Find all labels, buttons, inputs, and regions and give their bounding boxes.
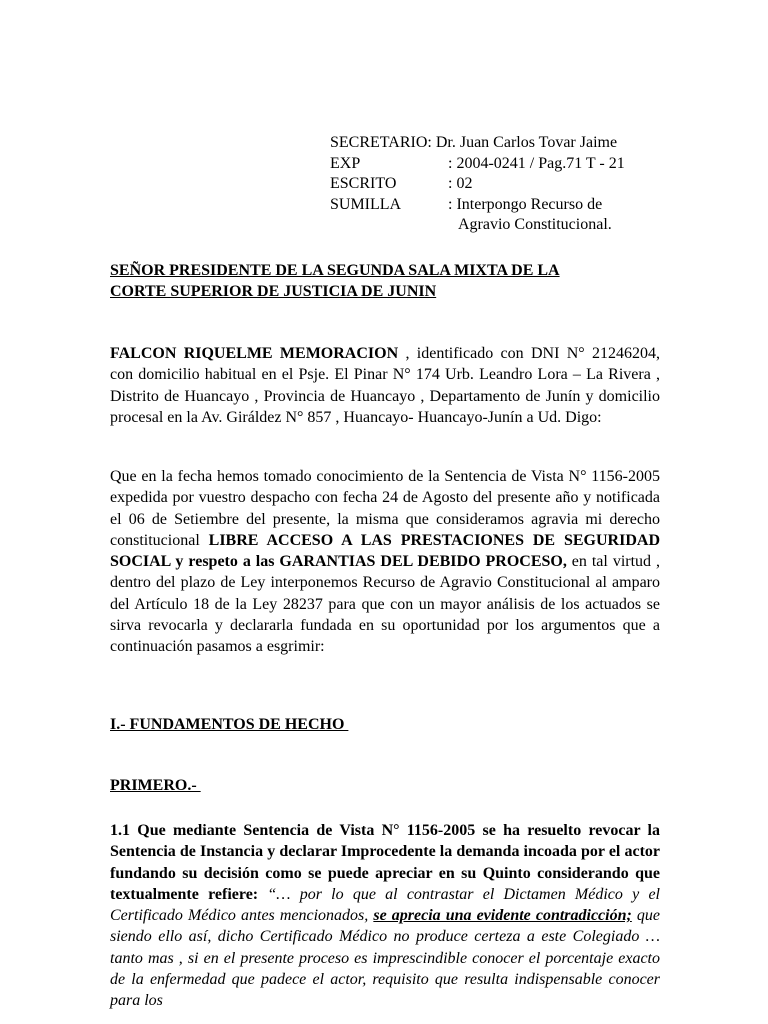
sumilla-label: SUMILLA <box>330 195 402 213</box>
quote-italic-2: que siendo ello así, dicho Certificado Médico no produce certeza a este Colegiado … tanto mas , si en el presente proceso es imprescindible conocer el porcentaje exacto de la enfermedad que padece el actor, requisito que resulta indispensable conocer para los <box>110 907 661 1010</box>
exp-value: : 2004-0241 / Pag.71 T - 21 <box>448 154 625 172</box>
primero-text-1: 1.1 Que mediante Sentencia de Vista N° 1156-2005 se ha resuelto revocar la Sentencia de Instancia y declarar Improcedente la demanda incoada por el actor fundando su decisión como se puede apreciar en su Quinto considerando que textualmente refiere: <box>110 822 660 903</box>
secretario-row <box>330 133 625 154</box>
sumilla-value-2: Agravio Constitucional. <box>458 216 612 233</box>
secretario-label: SECRETARIO: <box>330 134 432 151</box>
sumilla-value-1: : Interpongo Recurso de <box>448 195 603 213</box>
escrito-value: : 02 <box>448 175 473 192</box>
petition-text-1: Que en la fecha hemos tomado conocimiento de la Sentencia de Vista N° 1156-2005 expedida por vuestro despacho con fecha 24 de Agosto del presente año y notificada el 06 de Setiembre del presente, la misma que consideramos agravia mi derecho constitucional <box>110 468 660 549</box>
document-title <box>110 260 660 303</box>
escrito-row <box>330 174 625 195</box>
section-heading-primero: PRIMERO.- <box>110 777 201 794</box>
sumilla-row-2 <box>330 215 625 236</box>
secretario-value: Dr. Juan Carlos Tovar Jaime <box>435 134 618 151</box>
quote-emphasis: se aprecia una evidente contradicción; <box>373 907 632 925</box>
section-heading-fundamentos: I.- FUNDAMENTOS DE HECHO <box>110 716 349 733</box>
primero-paragraph <box>110 820 660 1012</box>
intro-text: , identificado con DNI N° 21246204, con domicilio habitual en el Psje. El Pinar N° 174 Urb. Leandro Lora – La Rivera , Distrito de Huancayo , Provincia de Huancayo , Departamento de Junín y domicilio procesal en la Av. Giráldez N° 857 , Huancayo- Huancayo-Junín a Ud. Digo: <box>110 345 661 426</box>
petition-text-2: en tal virtud , dentro del plazo de Ley interponemos Recurso de Agravio Constitucional al amparo del Artículo 18 de la Ley 28237 para que con un mayor análisis de los actuados se sirva revocarla y declararla fundada en su oportunidad por los argumentos que a continuación pasamos a esgrimir: <box>110 553 660 656</box>
exp-label: EXP <box>330 154 361 172</box>
exp-row <box>330 154 625 175</box>
title-line-2: CORTE SUPERIOR DE JUSTICIA DE JUNIN <box>110 283 437 301</box>
quote-italic-1: “… por lo que al contrastar el Dictamen Médico y el Certificado Médico antes mencionados, <box>110 885 660 925</box>
petition-paragraph <box>110 466 660 658</box>
petition-bold-rights: LIBRE ACCESO A LAS PRESTACIONES DE SEGURIDAD SOCIAL y respeto a las GARANTIAS DEL DEBIDO PROCESO, <box>110 531 660 571</box>
case-header <box>330 133 625 236</box>
title-line-1: SEÑOR PRESIDENTE DE LA SEGUNDA SALA MIXTA DE LA <box>110 262 560 279</box>
petitioner-name: FALCON RIQUELME MEMORACION <box>110 345 399 362</box>
escrito-label: ESCRITO <box>330 175 397 192</box>
intro-paragraph <box>110 343 660 428</box>
sumilla-row <box>330 195 625 216</box>
